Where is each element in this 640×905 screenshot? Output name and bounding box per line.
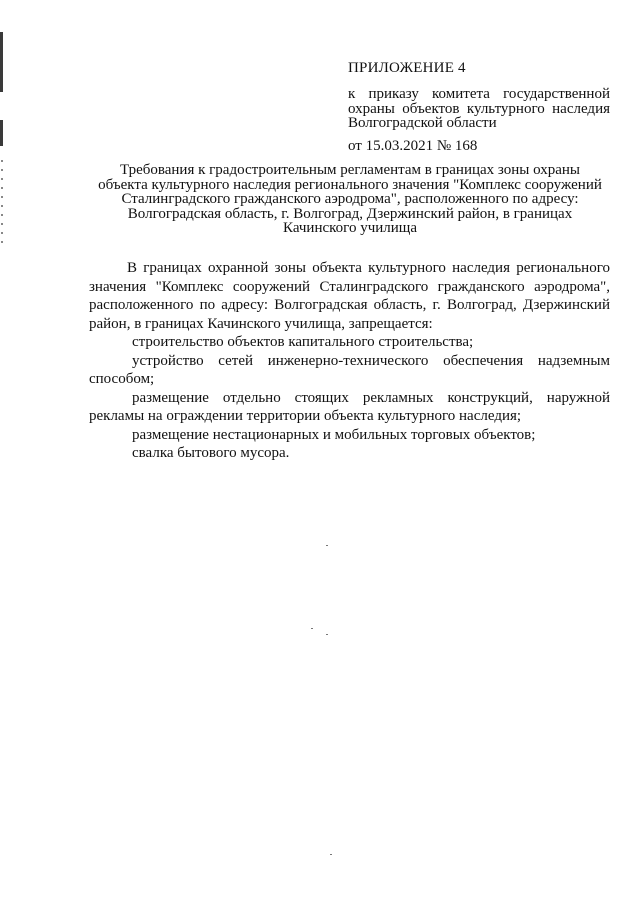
scan-edge-dots	[1, 160, 3, 250]
requirements-title-line: Требования к градостроительным регламентам в границах зоны охраны	[119, 162, 580, 178]
scan-speck	[326, 545, 328, 546]
prohibition-item: размещение нестационарных и мобильных торговых объектов;	[132, 426, 536, 443]
requirements-title-line: Сталинградского гражданского аэродрома", расположенного по адресу:	[121, 191, 579, 207]
appendix-line: охраны объектов культурного наследия	[348, 100, 610, 117]
requirements-title-line: объекта культурного наследия регионального значения "Комплекс сооружений	[98, 176, 602, 193]
intro-line: район, в границах Качинского училища, запрещается:	[89, 315, 433, 332]
requirements-title-line: Качинского училища	[283, 220, 417, 236]
prohibition-item: свалка бытового мусора.	[132, 445, 290, 461]
requirements-title	[80, 163, 620, 236]
prohibition-item: размещение отдельно стоящих рекламных конструкций, наружной	[132, 389, 610, 406]
appendix-line: Волгоградской области	[348, 115, 497, 131]
order-date: от 15.03.2021 № 168	[348, 138, 478, 154]
prohibition-item: строительство объектов капитального строительства;	[132, 334, 474, 350]
scan-edge-mark	[0, 32, 3, 92]
prohibition-item-continuation: рекламы на ограждении территории объекта культурного наследия;	[89, 408, 522, 424]
requirements-title-line: Волгоградская область, г. Волгоград, Дзержинский район, в границах	[127, 205, 573, 222]
scan-edge-mark	[0, 120, 3, 146]
appendix-reference	[348, 87, 610, 131]
intro-line: значения "Комплекс сооружений Сталинградского гражданского аэродрома",	[89, 278, 610, 295]
scan-speck	[311, 628, 313, 629]
scan-speck	[326, 634, 328, 635]
intro-line: В границах охранной зоны объекта культурного наследия регионального	[127, 260, 610, 276]
scan-speck	[330, 854, 332, 855]
intro-line: расположенного по адресу: Волгоградская область, г. Волгоград, Дзержинский	[89, 297, 610, 313]
appendix-title: ПРИЛОЖЕНИЕ 4	[348, 60, 466, 76]
appendix-line: к приказу комитета государственной	[348, 86, 610, 102]
prohibition-item-continuation: способом;	[89, 371, 155, 387]
prohibition-item: устройство сетей инженерно-технического обеспечения надземным	[132, 352, 610, 369]
body-text	[89, 259, 610, 463]
